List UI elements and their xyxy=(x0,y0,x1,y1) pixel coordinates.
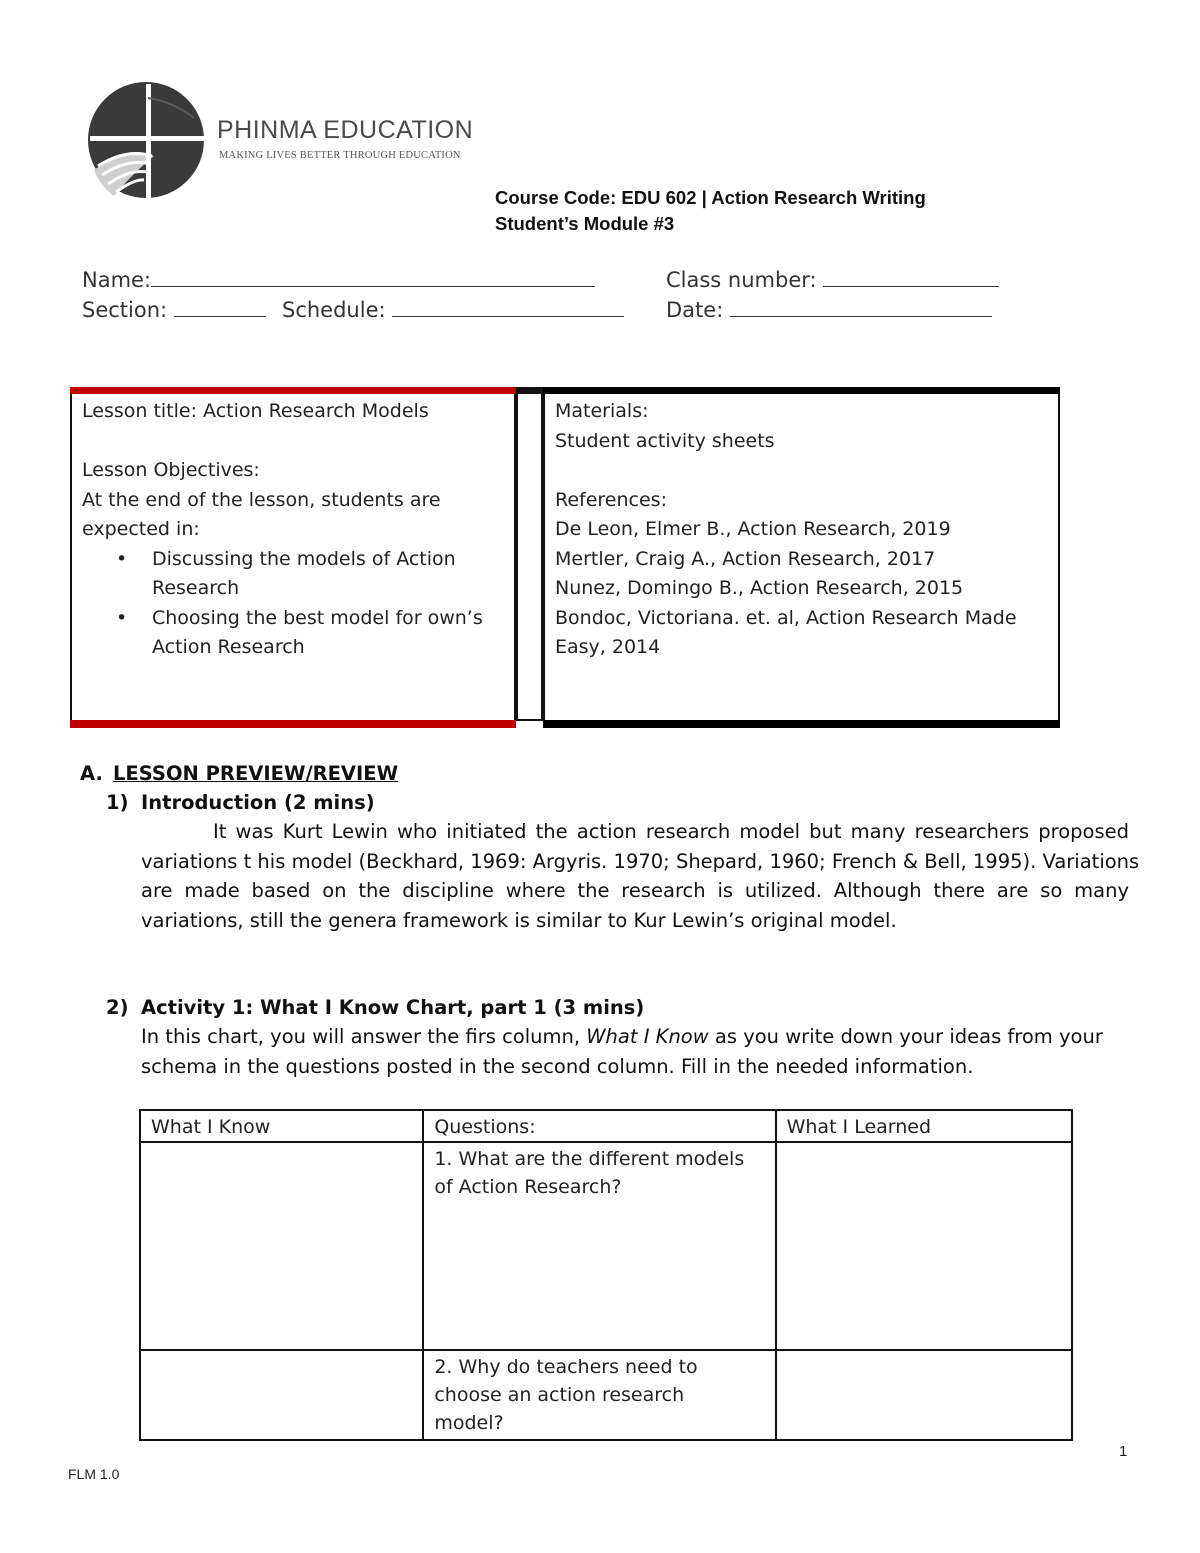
phinma-logo xyxy=(84,78,484,208)
learned-cell[interactable] xyxy=(776,1142,1072,1350)
name-blank[interactable] xyxy=(151,268,595,287)
intro-heading: Introduction (2 mins) xyxy=(141,791,375,814)
module-line: Student’s Module #3 xyxy=(495,213,675,234)
what-i-know-chart xyxy=(139,1109,1073,1441)
reference-item: Nunez, Domingo B., Action Research, 2015 xyxy=(555,577,964,599)
lesson-title: Lesson title: Action Research Models xyxy=(82,400,429,422)
class-number-blank[interactable] xyxy=(823,268,999,287)
header-what-i-know: What I Know xyxy=(140,1110,423,1142)
objectives-intro-2: expected in: xyxy=(82,518,200,540)
activity-heading: Activity 1: What I Know Chart, part 1 (3 mins) xyxy=(141,996,645,1019)
class-number-label: Class number: xyxy=(666,268,817,292)
lesson-box xyxy=(70,387,516,728)
section-field[interactable] xyxy=(82,298,266,322)
course-header xyxy=(495,185,926,237)
header-questions: Questions: xyxy=(423,1110,775,1142)
list-item: • Choosing the best model for own’s Action Research xyxy=(152,604,512,663)
box-divider xyxy=(516,387,543,721)
course-code-line: Course Code: EDU 602 | Action Research Writing xyxy=(495,187,926,208)
schedule-label: Schedule: xyxy=(282,298,386,322)
name-field[interactable] xyxy=(82,268,595,292)
reference-item: De Leon, Elmer B., Action Research, 2019 xyxy=(555,518,951,540)
list-item: • Discussing the models of Action Research xyxy=(152,545,512,604)
know-cell[interactable] xyxy=(140,1350,423,1440)
materials-box-content xyxy=(555,397,1055,663)
date-label: Date: xyxy=(666,298,724,322)
intro-paragraph: It was Kurt Lewin who initiated the action research model but many researchers proposed variations t his model (Beckhard, 1969: Argyris. 1970; Shepard, 1960; French & Bell, 1995). Variations are made based on the discipline where the research is utilized. Although there are so many variations, still the genera framework is similar to Kur Lewin’s original model. xyxy=(141,820,1140,932)
reference-item: Mertler, Craig A., Action Research, 2017 xyxy=(555,547,936,570)
materials-heading: Materials: xyxy=(555,400,649,422)
table-row xyxy=(140,1350,1072,1440)
lesson-box-top-bar xyxy=(70,387,516,394)
schedule-blank[interactable] xyxy=(392,298,624,317)
date-blank[interactable] xyxy=(730,298,992,317)
materials-box xyxy=(543,387,1060,728)
lesson-box-content xyxy=(82,397,512,663)
name-label: Name: xyxy=(82,268,152,292)
phinma-book-icon xyxy=(84,78,214,208)
schedule-field[interactable] xyxy=(282,298,624,322)
question-cell: 2. Why do teachers need to choose an action research model? xyxy=(423,1350,775,1440)
objectives-intro-1: At the end of the lesson, students are xyxy=(82,488,441,511)
page-number: 1 xyxy=(1119,1443,1128,1460)
table-header-row xyxy=(140,1110,1072,1142)
question-cell: 1. What are the different models of Action Research? xyxy=(423,1142,775,1350)
activity-number: 2) xyxy=(106,996,129,1019)
logo-name: PHINMA EDUCATION xyxy=(217,116,474,144)
intro-number: 1) xyxy=(106,791,129,814)
learned-cell[interactable] xyxy=(776,1350,1072,1440)
class-number-field[interactable] xyxy=(666,268,999,292)
date-field[interactable] xyxy=(666,298,992,322)
materials-text: Student activity sheets xyxy=(555,429,775,452)
references-heading: References: xyxy=(555,488,667,511)
version-label: FLM 1.0 xyxy=(68,1466,120,1482)
section-a-marker: A. xyxy=(80,762,103,785)
objectives-heading: Lesson Objectives: xyxy=(82,459,260,481)
section-label: Section: xyxy=(82,298,168,322)
reference-item: Easy, 2014 xyxy=(555,636,661,658)
logo-tagline: MAKING LIVES BETTER THROUGH EDUCATION xyxy=(219,150,461,161)
section-blank[interactable] xyxy=(174,298,266,317)
section-a-title: LESSON PREVIEW/REVIEW xyxy=(113,762,399,785)
objectives-list xyxy=(82,545,512,663)
activity-instructions: In this chart, you will answer the firs column, What I Know as you write down your ideas from your schema in the questions posted in the second column. Fill in the needed information. xyxy=(141,1025,1103,1078)
reference-item: Bondoc, Victoriana. et. al, Action Research Made xyxy=(555,606,1017,629)
header-what-i-learned: What I Learned xyxy=(776,1110,1072,1142)
table-row xyxy=(140,1142,1072,1350)
know-cell[interactable] xyxy=(140,1142,423,1350)
lesson-box-bottom-bar xyxy=(70,720,516,728)
